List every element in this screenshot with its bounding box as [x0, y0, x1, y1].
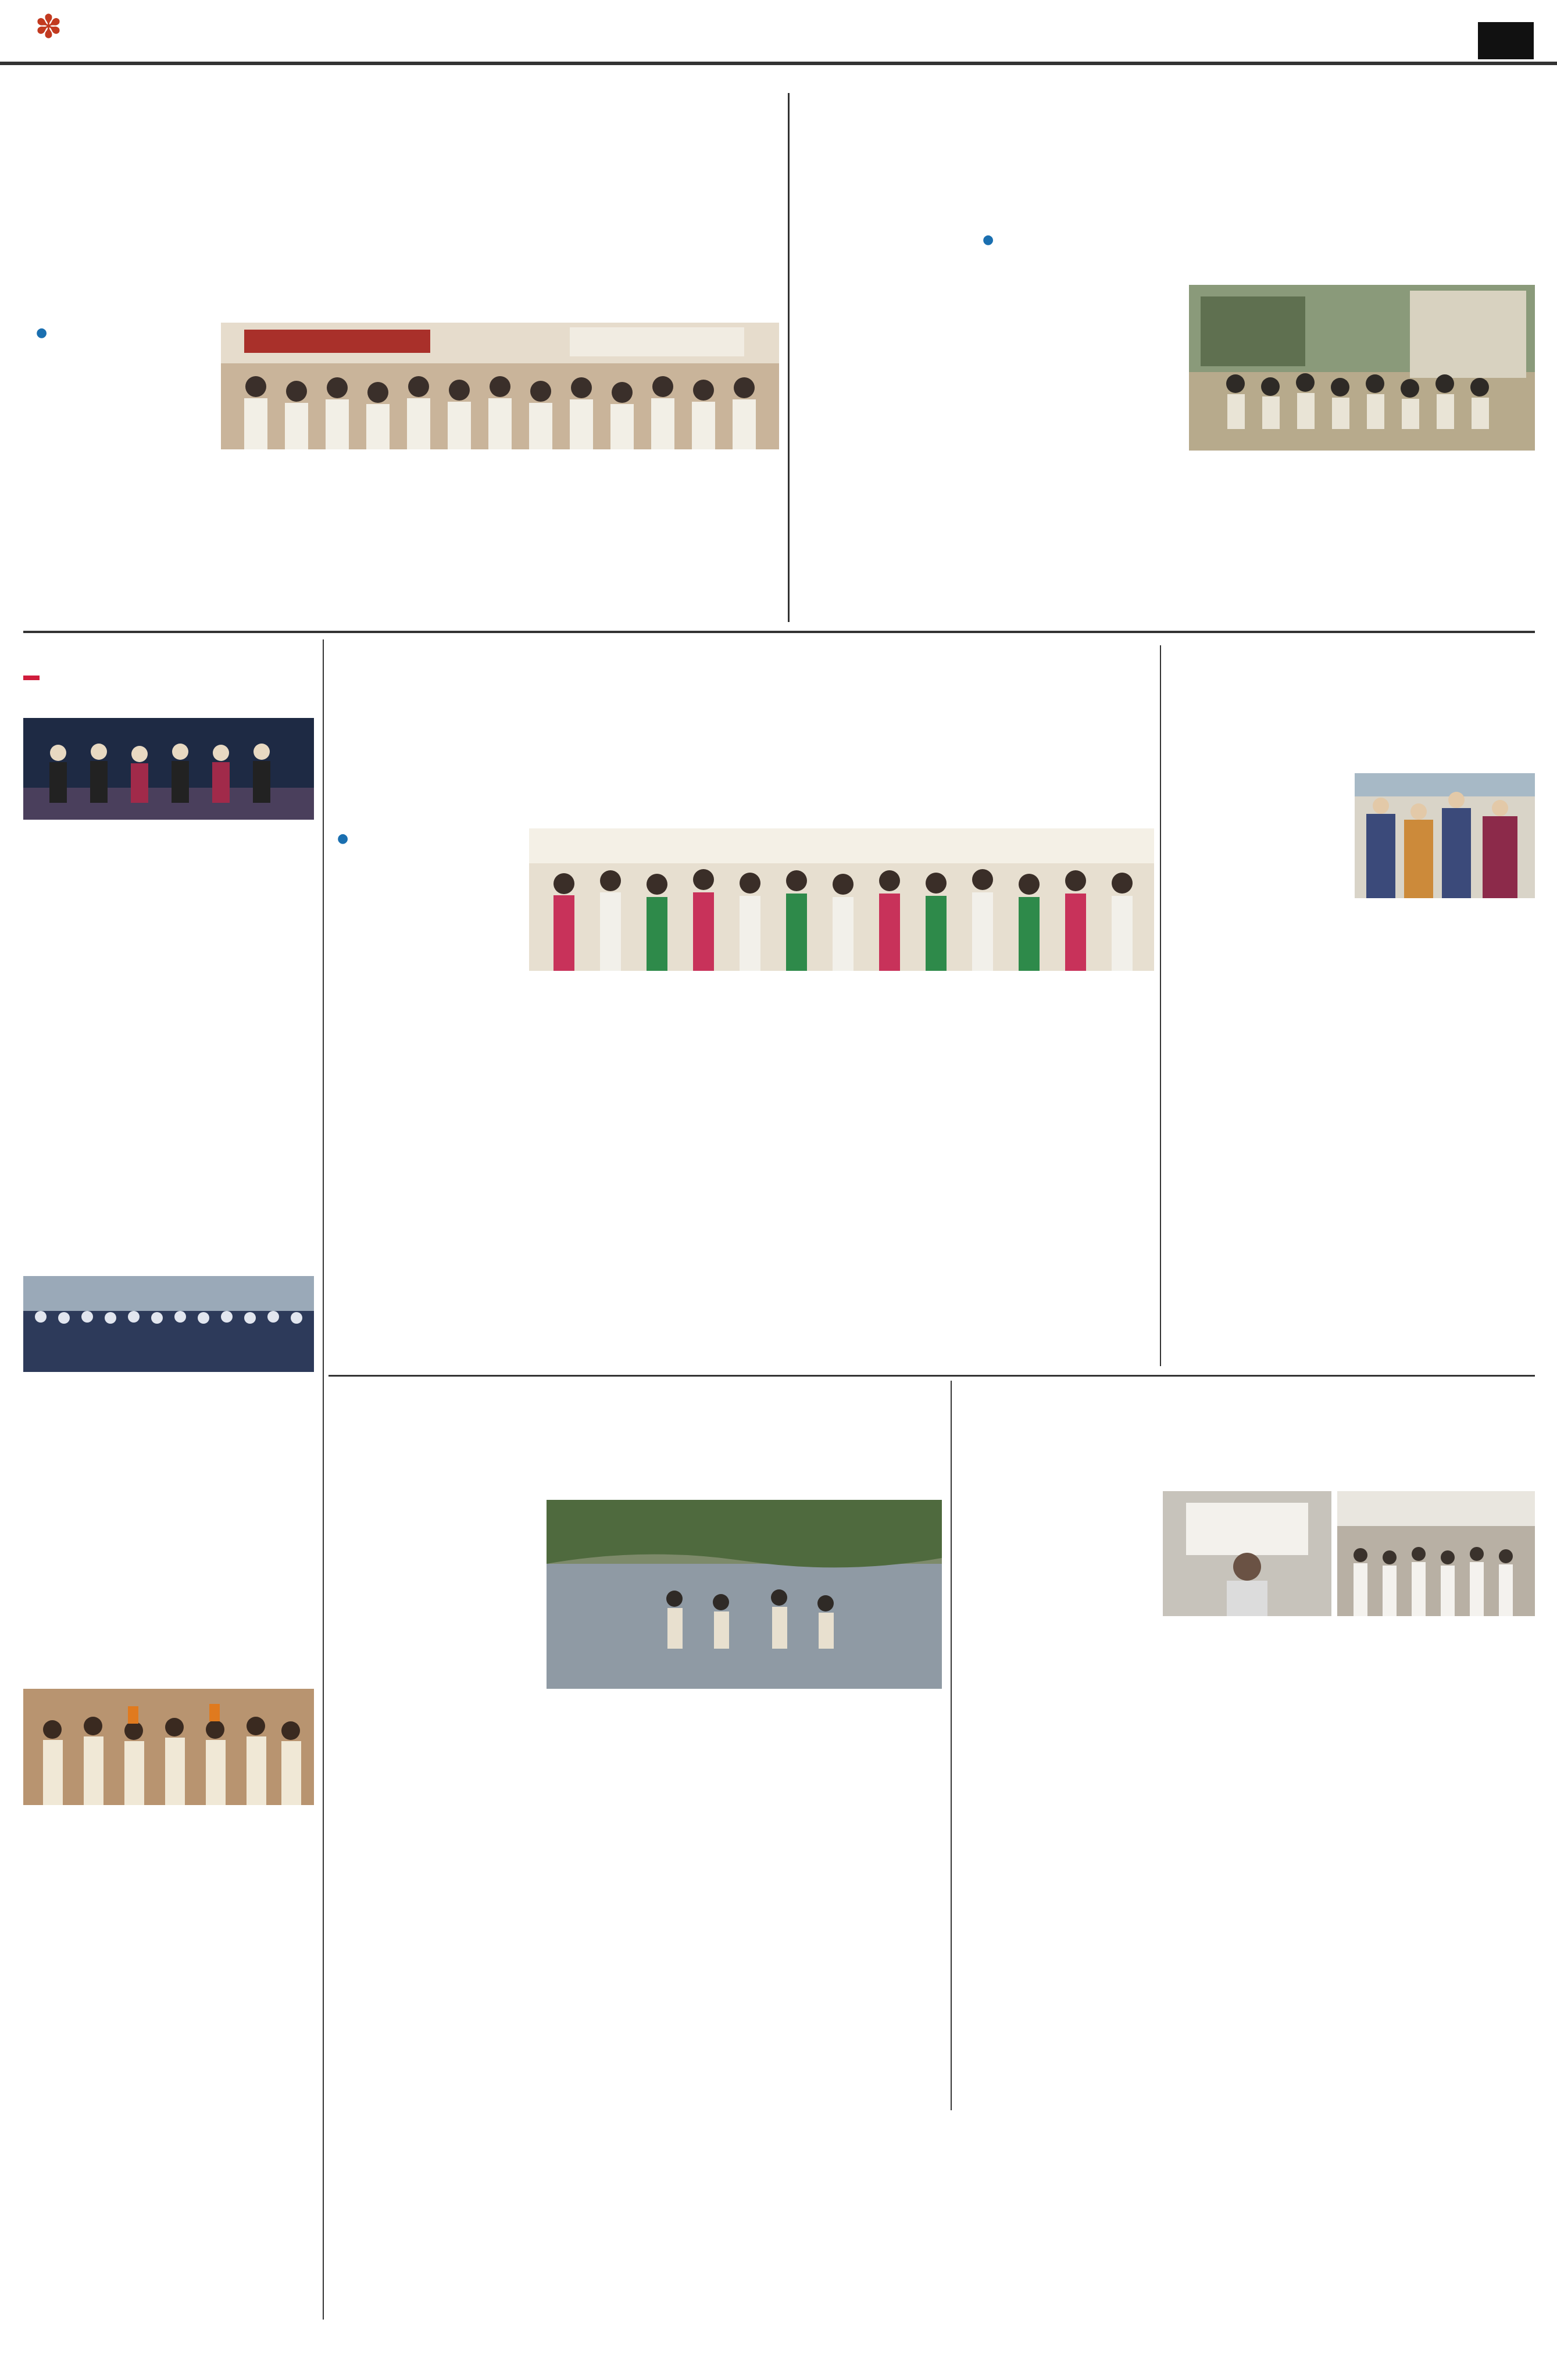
column-divider — [323, 639, 324, 2320]
section-rule — [23, 631, 1535, 633]
newspaper-logo: ✽ — [35, 8, 62, 46]
congress-meeting-photo — [529, 828, 1154, 971]
village-meeting-photo — [1189, 285, 1535, 451]
school-girls-photo — [23, 1276, 314, 1372]
a4-photo — [529, 828, 1154, 971]
award-stage-photo — [23, 718, 314, 820]
column-divider — [1160, 645, 1161, 1366]
a5-photo — [1355, 773, 1535, 898]
a6-col1 — [337, 1503, 535, 2104]
a1-col2 — [221, 451, 395, 619]
a7-col3 — [1352, 1500, 1535, 1982]
police-station-photo — [1355, 773, 1535, 898]
trainer-photo — [1163, 1491, 1331, 1616]
brief3-body — [23, 1860, 314, 2040]
meeting-hall-photo — [221, 323, 779, 449]
a7-col1 — [965, 1494, 1151, 2104]
a6-col2 — [547, 1695, 738, 2104]
masthead — [0, 0, 1557, 65]
a1-byline: ● — [36, 326, 48, 340]
a3-col1 — [983, 285, 1177, 619]
brief2-photo — [23, 1276, 314, 1372]
brief4-body — [23, 2104, 314, 2314]
news-brief-label — [23, 671, 227, 706]
a4-col2 — [529, 977, 730, 1366]
a4-byline: ● — [337, 831, 349, 846]
a3-photo — [1189, 285, 1535, 451]
a3-col3 — [1366, 453, 1535, 619]
section-rule — [328, 1375, 1535, 1377]
a1-photo — [221, 323, 779, 449]
brief2-body — [23, 1424, 314, 1683]
column-divider — [951, 1381, 952, 2110]
a1-col1 — [35, 372, 212, 616]
a4-col3 — [741, 977, 942, 1366]
a7-photo-1 — [1163, 1491, 1331, 1616]
a7-col2 — [1163, 1622, 1340, 2104]
a3-col2 — [1189, 453, 1358, 619]
brief3-photo — [23, 1689, 314, 1805]
a2-body — [797, 195, 968, 622]
farmers-protest-photo — [23, 1689, 314, 1805]
a6-col3 — [750, 1695, 942, 2104]
a4-col4 — [954, 977, 1154, 1366]
brief1-photo — [23, 718, 314, 820]
a1-col3 — [407, 451, 581, 619]
column-divider — [788, 93, 790, 622]
a3-byline: ● — [983, 233, 994, 247]
dam-search-photo — [547, 1500, 942, 1689]
a5-col1 — [1169, 773, 1346, 1366]
a1-col4 — [593, 451, 779, 619]
a6-photo — [547, 1500, 942, 1689]
a5-col2 — [1355, 904, 1535, 1366]
a4-col1 — [337, 878, 517, 1366]
page-number — [1478, 22, 1534, 59]
brief1-body — [23, 872, 314, 1267]
